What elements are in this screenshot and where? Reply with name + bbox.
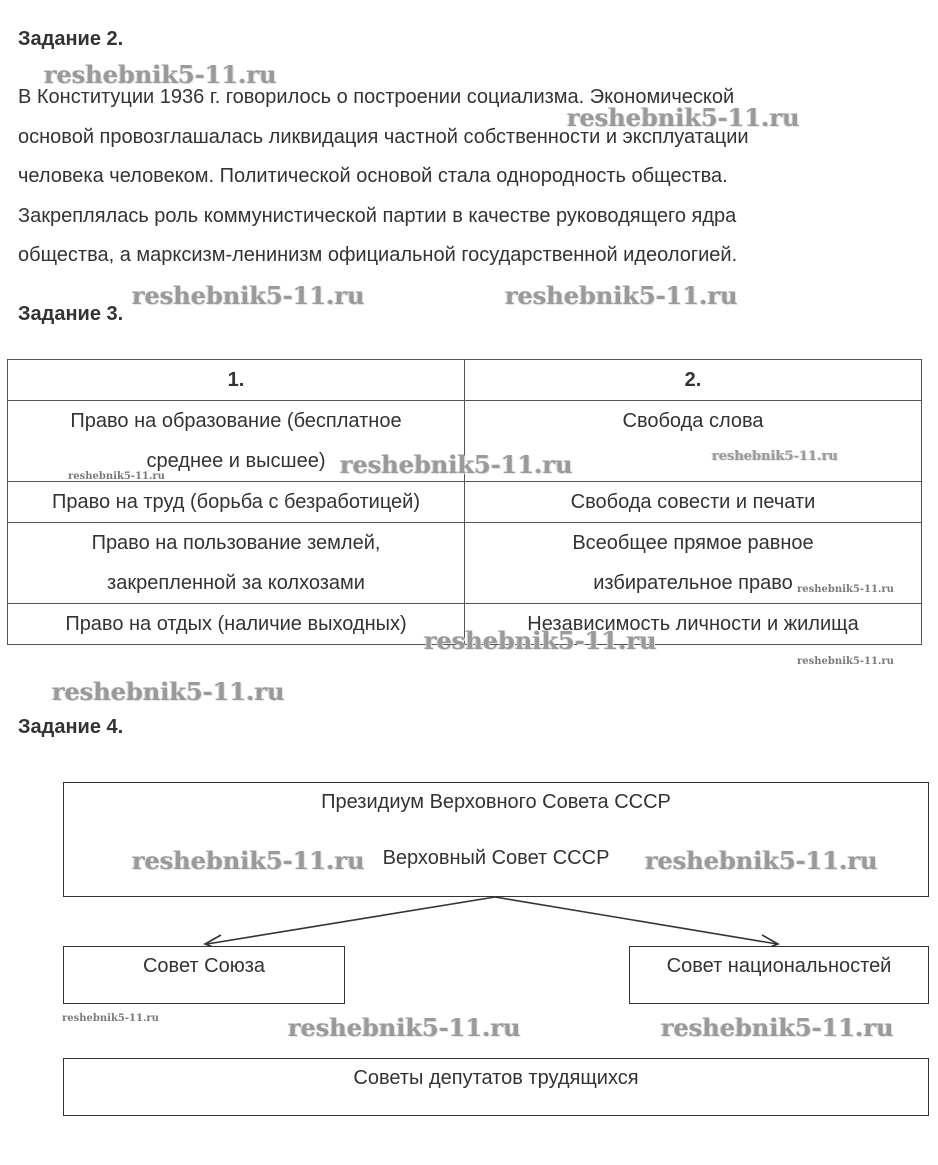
council-nationalities-label: Совет национальностей [666,955,892,977]
task4-heading: Задание 4. [18,716,124,738]
cell-line: Свобода слова [622,410,764,432]
cell-line: Право на пользование землей, [91,532,381,554]
cell-line: Независимость личности и жилища [527,613,859,635]
task3-heading: Задание 3. [18,303,124,325]
council-union-box [63,946,345,1004]
watermark: reshebnik5-11.ru [44,60,277,89]
watermark: reshebnik5-11.ru [424,626,657,655]
cell-line: избирательное право [593,572,793,594]
cell-line: Право на труд (борьба с безработицей) [51,491,421,513]
presidium-label: Президиум Верховного Совета СССР [321,791,671,813]
watermark: reshebnik5-11.ru [52,677,285,706]
cell-line: закрепленной за колхозами [107,572,365,594]
local-soviets-box [63,1058,929,1116]
cell-line: Всеобщее прямое равное [572,532,814,554]
column-header: 1. [8,360,465,401]
watermark: reshebnik5-11.ru [712,449,839,464]
arrow-line-right [495,897,777,944]
watermark: reshebnik5-11.ru [68,471,165,482]
cell-line: Право на отдых (наличие выходных) [65,613,407,635]
watermark: reshebnik5-11.ru [645,846,878,875]
watermark: reshebnik5-11.ru [797,656,894,667]
task2-line: человека человеком. Политической основой стала однородность общества. [18,165,728,188]
council-union-label: Совет Союза [142,955,265,977]
watermark: reshebnik5-11.ru [340,450,573,479]
watermark: reshebnik5-11.ru [567,103,800,132]
watermark: reshebnik5-11.ru [505,281,738,310]
cell-line: Право на образование (бесплатное [70,410,402,432]
task2-heading: Задание 2. [18,28,124,50]
watermark: reshebnik5-11.ru [132,281,365,310]
watermark: reshebnik5-11.ru [661,1013,894,1042]
supreme-soviet-label: Верховный Совет СССР [382,847,610,869]
task2-line: В Конституции 1936 г. говорилось о построении социализма. Экономической [18,86,735,108]
watermark: reshebnik5-11.ru [132,846,365,875]
council-nationalities-box [629,946,929,1004]
local-soviets-label: Советы депутатов трудящихся [353,1067,639,1089]
cell-line: среднее и высшее) [146,450,326,472]
watermark: reshebnik5-11.ru [288,1013,521,1042]
task2-line: основой провозглашалась ликвидация частной собственности и эксплуатации [18,125,749,148]
watermark: reshebnik5-11.ru [797,584,894,595]
arrow-line-left [207,897,495,944]
task2-line: общества, а марксизм-ленинизм официальной государственной идеологией. [18,244,738,267]
watermark: reshebnik5-11.ru [62,1013,159,1024]
task2-line: Закреплялась роль коммунистической партии в качестве руководящего ядра [18,204,737,227]
cell-line: Свобода совести и печати [570,491,816,513]
column-header: 2. [465,360,922,401]
